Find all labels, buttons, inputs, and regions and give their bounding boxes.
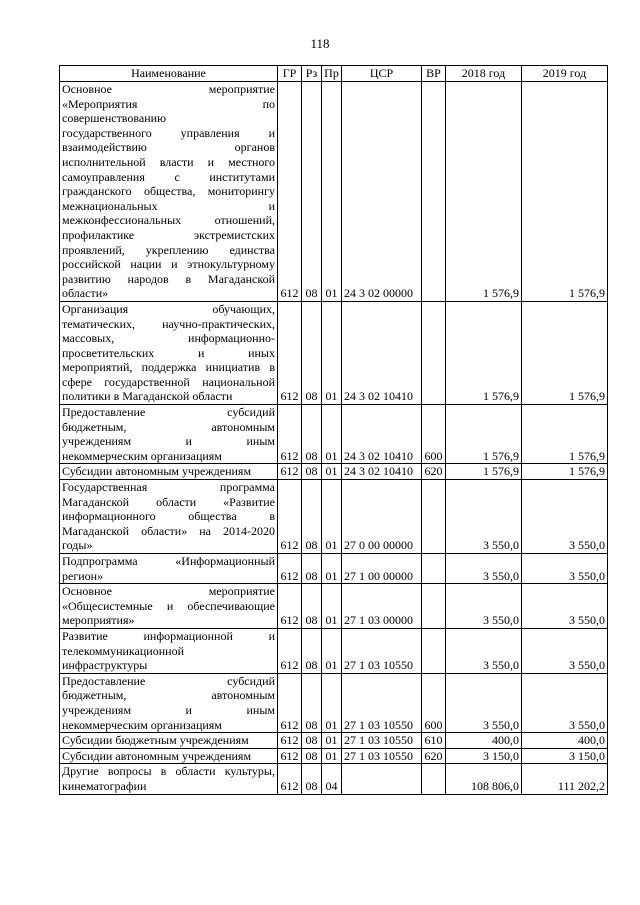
row-pr: 01 <box>322 405 342 464</box>
row-name-line: некоммерческим организациям <box>62 448 222 463</box>
row-name <box>60 82 278 302</box>
row-2018: 3 150,0 <box>446 748 522 764</box>
row-gr: 612 <box>278 82 302 302</box>
row-name <box>60 554 278 584</box>
row-2019: 111 202,2 <box>522 764 608 794</box>
row-name-line: российской нации и этнокультурному <box>62 257 275 272</box>
row-name-line: межконфессиональных отношений, <box>62 213 275 228</box>
row-name-line: гражданского общества, мониторингу <box>62 184 275 199</box>
header-gr: ГР <box>278 66 302 82</box>
row-name-line: Основное мероприятие <box>62 584 275 599</box>
row-rz: 08 <box>302 764 322 794</box>
row-pr: 01 <box>322 82 342 302</box>
row-name-line: исполнительной власти и местного <box>62 154 275 169</box>
row-csr: 27 0 00 00000 <box>342 480 422 554</box>
row-rz: 08 <box>302 554 322 584</box>
row-2018: 108 806,0 <box>446 764 522 794</box>
row-pr: 01 <box>322 748 342 764</box>
row-vr <box>422 554 446 584</box>
row-2018: 1 576,9 <box>446 82 522 302</box>
page-number: 118 <box>310 36 330 51</box>
row-rz: 08 <box>302 405 322 464</box>
row-name-line: тематических, научно-практических, <box>62 316 275 331</box>
row-rz: 08 <box>302 748 322 764</box>
row-rz: 08 <box>302 733 322 749</box>
row-2019: 3 150,0 <box>522 748 608 764</box>
row-name-line: проявлений, укреплению единства <box>62 242 275 257</box>
row-csr: 27 1 03 10550 <box>342 733 422 749</box>
row-vr: 600 <box>422 405 446 464</box>
row-2018: 400,0 <box>446 733 522 749</box>
row-2018: 3 550,0 <box>446 554 522 584</box>
row-csr: 27 1 00 00000 <box>342 554 422 584</box>
row-csr: 27 1 03 10550 <box>342 748 422 764</box>
header-name: Наименование <box>60 66 278 82</box>
row-rz: 08 <box>302 82 322 302</box>
row-rz: 08 <box>302 584 322 629</box>
row-pr: 01 <box>322 673 342 732</box>
row-name-line: просветительских и иных <box>62 345 275 360</box>
row-pr: 01 <box>322 301 342 404</box>
header-pr: Пр <box>322 66 342 82</box>
row-pr: 04 <box>322 764 342 794</box>
header-2018: 2018 год <box>446 66 522 82</box>
row-name-line: сфере государственной национальной <box>62 374 275 389</box>
table-row <box>60 554 608 584</box>
row-name <box>60 628 278 673</box>
row-vr <box>422 764 446 794</box>
row-2019: 1 576,9 <box>522 405 608 464</box>
row-name-line: учреждениям и иным <box>62 434 275 449</box>
budget-table <box>59 65 608 795</box>
row-rz: 08 <box>302 480 322 554</box>
row-2019: 3 550,0 <box>522 584 608 629</box>
header-2019: 2019 год <box>522 66 608 82</box>
row-name-line: Подпрограмма «Информационный <box>62 554 275 568</box>
row-name <box>60 748 278 764</box>
row-name-line: совершенствованию <box>62 111 167 126</box>
row-pr: 01 <box>322 628 342 673</box>
header-row <box>60 66 608 82</box>
row-gr: 612 <box>278 584 302 629</box>
header-rz: Рз <box>302 66 322 82</box>
header-csr: ЦСР <box>342 66 422 82</box>
table-row <box>60 748 608 764</box>
row-name-line: бюджетным, автономным <box>62 419 275 434</box>
row-gr: 612 <box>278 480 302 554</box>
row-name-line: Субсидии автономным учреждениям <box>62 464 252 479</box>
row-name-line: Основное мероприятие <box>62 82 275 96</box>
table-row <box>60 82 608 302</box>
row-2019: 1 576,9 <box>522 301 608 404</box>
row-name-line: Государственная программа <box>62 480 275 495</box>
row-name-line: профилактике экстремистских <box>62 227 275 242</box>
row-vr <box>422 584 446 629</box>
table-row <box>60 673 608 732</box>
row-name-line: «Мероприятия по <box>62 96 275 111</box>
row-name-line: некоммерческим организациям <box>62 717 222 732</box>
table-row <box>60 733 608 749</box>
row-name-line: Предоставление субсидий <box>62 673 275 688</box>
row-gr: 612 <box>278 673 302 732</box>
row-2018: 3 550,0 <box>446 584 522 629</box>
row-name-line: Субсидии бюджетным учреждениям <box>62 733 249 748</box>
row-name-line: телекоммуникационной <box>62 643 184 658</box>
row-name-line: области» <box>62 286 109 301</box>
row-2018: 1 576,9 <box>446 405 522 464</box>
row-2019: 3 550,0 <box>522 554 608 584</box>
row-pr: 01 <box>322 464 342 480</box>
row-vr <box>422 480 446 554</box>
row-name <box>60 764 278 794</box>
row-name <box>60 673 278 732</box>
row-pr: 01 <box>322 554 342 584</box>
row-rz: 08 <box>302 673 322 732</box>
row-gr: 612 <box>278 301 302 404</box>
table-row <box>60 301 608 404</box>
row-vr: 620 <box>422 464 446 480</box>
row-gr: 612 <box>278 748 302 764</box>
row-csr: 24 3 02 10410 <box>342 301 422 404</box>
row-2018: 3 550,0 <box>446 628 522 673</box>
row-name <box>60 405 278 464</box>
table-row <box>60 464 608 480</box>
row-name-line: регион» <box>62 568 104 583</box>
row-name <box>60 733 278 749</box>
row-2018: 3 550,0 <box>446 480 522 554</box>
row-name-line: инфраструктуры <box>62 658 148 673</box>
row-vr <box>422 82 446 302</box>
row-2019: 3 550,0 <box>522 673 608 732</box>
row-rz: 08 <box>302 628 322 673</box>
row-2019: 3 550,0 <box>522 480 608 554</box>
row-pr: 01 <box>322 480 342 554</box>
row-vr: 610 <box>422 733 446 749</box>
row-2019: 1 576,9 <box>522 82 608 302</box>
row-2018: 1 576,9 <box>446 301 522 404</box>
row-name-line: развитию народов в Магаданской <box>62 271 275 286</box>
row-gr: 612 <box>278 405 302 464</box>
row-name-line: государственного управления и <box>62 125 275 140</box>
row-name-line: мероприятия» <box>62 613 135 628</box>
row-csr: 24 3 02 00000 <box>342 82 422 302</box>
row-2019: 1 576,9 <box>522 464 608 480</box>
row-name-line: массовых, информационно- <box>62 331 275 346</box>
row-vr: 620 <box>422 748 446 764</box>
row-name-line: бюджетным, автономным <box>62 688 275 703</box>
row-vr <box>422 628 446 673</box>
row-name-line: «Общесистемные и обеспечивающие <box>62 598 275 613</box>
row-name-line: Предоставление субсидий <box>62 405 275 420</box>
row-name <box>60 584 278 629</box>
row-name <box>60 301 278 404</box>
row-vr <box>422 301 446 404</box>
row-name-line: годы» <box>62 538 93 553</box>
row-2018: 1 576,9 <box>446 464 522 480</box>
row-gr: 612 <box>278 464 302 480</box>
row-csr: 27 1 03 10550 <box>342 673 422 732</box>
row-name-line: межнациональных и <box>62 198 275 213</box>
row-name-line: взаимодействию органов <box>62 140 275 155</box>
row-pr: 01 <box>322 733 342 749</box>
row-name-line: кинематографии <box>62 778 147 793</box>
row-csr: 27 1 03 10550 <box>342 628 422 673</box>
row-name-line: Магаданской области «Развитие <box>62 494 275 509</box>
row-name <box>60 480 278 554</box>
row-name-line: мероприятий, поддержка инициатив в <box>62 360 275 375</box>
row-rz: 08 <box>302 464 322 480</box>
row-name-line: Субсидии автономным учреждениям <box>62 748 252 763</box>
row-rz: 08 <box>302 301 322 404</box>
table-row <box>60 480 608 554</box>
row-csr: 24 3 02 10410 <box>342 464 422 480</box>
row-csr: 24 3 02 10410 <box>342 405 422 464</box>
row-2019: 3 550,0 <box>522 628 608 673</box>
row-2019: 400,0 <box>522 733 608 749</box>
row-name-line: самоуправления с институтами <box>62 169 275 184</box>
row-name-line: Организация обучающих, <box>62 301 275 316</box>
table-row <box>60 405 608 464</box>
header-vr: ВР <box>422 66 446 82</box>
row-name-line: информационного общества в <box>62 509 275 524</box>
row-pr: 01 <box>322 584 342 629</box>
row-csr: 27 1 03 00000 <box>342 584 422 629</box>
row-2018: 3 550,0 <box>446 673 522 732</box>
row-gr: 612 <box>278 764 302 794</box>
row-name-line: Другие вопросы в области культуры, <box>62 764 275 779</box>
table-row <box>60 628 608 673</box>
row-gr: 612 <box>278 628 302 673</box>
table-row <box>60 764 608 794</box>
row-vr: 600 <box>422 673 446 732</box>
row-name-line: Развитие информационной и <box>62 628 275 643</box>
row-gr: 612 <box>278 554 302 584</box>
row-gr: 612 <box>278 733 302 749</box>
row-name <box>60 464 278 480</box>
row-name-line: учреждениям и иным <box>62 702 275 717</box>
row-csr <box>342 764 422 794</box>
row-name-line: политики в Магаданской области <box>62 389 233 404</box>
row-name-line: Магаданской области» на 2014-2020 <box>62 523 275 538</box>
table-row <box>60 584 608 629</box>
table-body <box>60 82 608 795</box>
